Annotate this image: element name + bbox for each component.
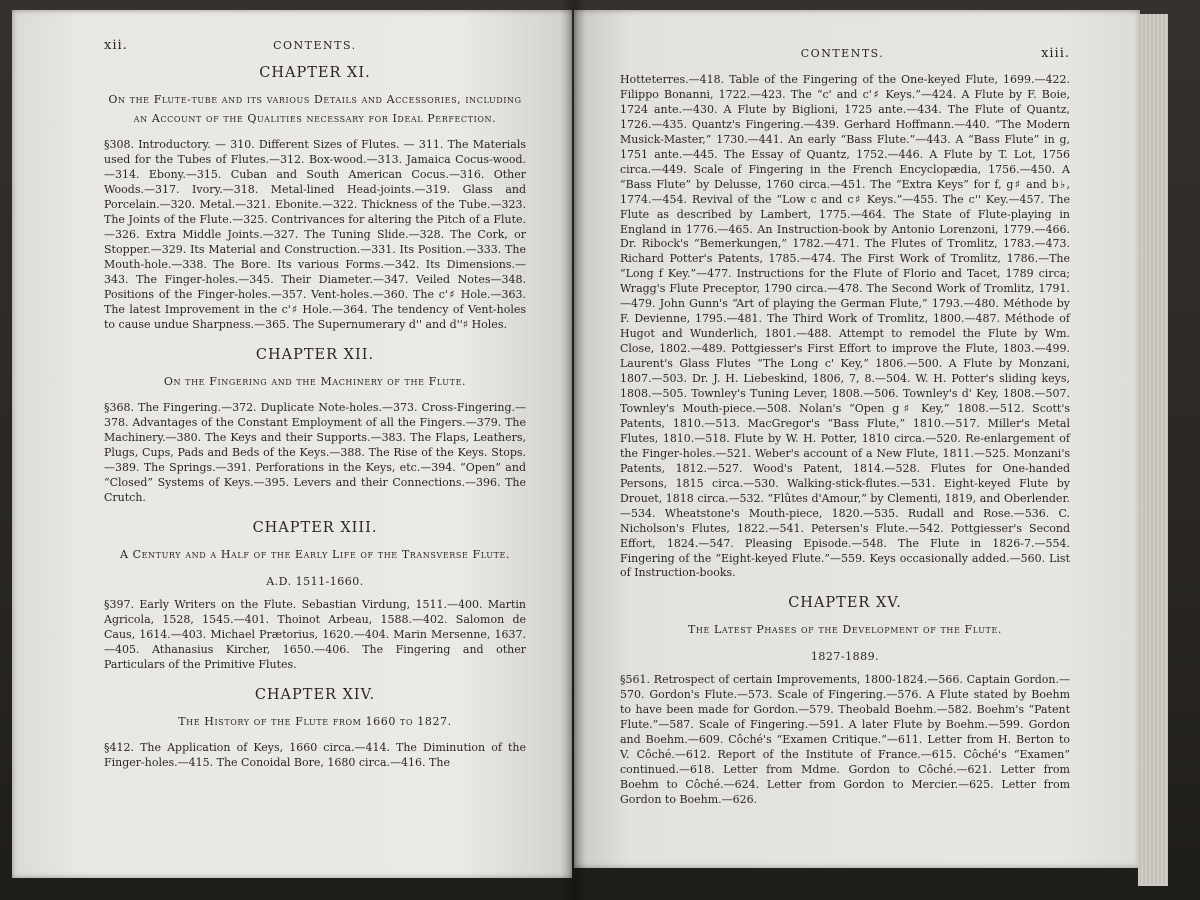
right-page-number: xiii. xyxy=(1041,46,1070,61)
chapter-title: CHAPTER XV. xyxy=(788,595,902,612)
chapter-subtitle: The History of the Flute from 1660 to 1827. xyxy=(178,714,452,728)
chapter-xiv xyxy=(104,687,526,772)
chapter-contents: §308. Introductory. — 310. Different Sizes of Flutes. — 311. The Materials used for the Tubes of Flutes.—312. Box-wood.—313. Jamaica Cocus-wood.—314. Ebony.—315. Cuban and South American Cocus.—316. Other Woods.—317. Ivory.—318. Metal-lined Head-joints.—319. Glass and Porcelain.—320. Metal.—321. Ebonite.—322. Thickness of the Tube.—323. The Joints of the Flute.—325. Contrivances for altering the Pitch of a Flute.—326. Extra Middle Joints.—327. The Tuning Slide.—328. The Cork, or Stopper.—329. Its Material and Construction.—331. Its Position.—333. The Mouth-hole.—338. The Bore. Its various Forms.—342. Its Dimensions.—343. The Finger-holes.—345. Their Diameter.—347. Veiled Notes—348. Positions of the Finger-holes.—357. Vent-holes.—360. The c'♯ Hole.—363. The latest Improvement in the c'♯ Hole.—364. The tendency of Vent-holes to cause undue Sharpness.—365. The Supernumerary d'' and d''♯ Holes. xyxy=(104,138,526,331)
chapter-subtitle: On the Fingering and the Machinery of the Flute. xyxy=(163,374,467,388)
chapter-title: CHAPTER XIII. xyxy=(252,520,378,537)
chapter-xv xyxy=(620,595,1070,807)
right-page xyxy=(574,10,1140,868)
chapter-contents: §397. Early Writers on the Flute. Sebastian Virdung, 1511.—400. Martin Agricola, 1528, 1545.—401. Thoinot Arbeau, 1588.—402. Salomon de Caus, 1614.—403. Michael Prætorius, 1620.—404. Marin Mersenne, 1637.—405. Athanasius Kircher, 1650.—406. The Fingering and other Particulars of the Primitive Flutes. xyxy=(104,597,526,671)
chapter-title: CHAPTER XII. xyxy=(255,346,375,363)
left-running-head-title: CONTENTS. xyxy=(273,39,357,52)
right-running-head xyxy=(620,46,1070,61)
chapter-title: CHAPTER XIV. xyxy=(254,686,376,703)
chapter-subtitle: The Latest Phases of the Development of the Flute. xyxy=(687,623,1003,637)
chapter-xii xyxy=(104,347,526,506)
chapter-xiii xyxy=(104,520,526,672)
chapter-title: CHAPTER XI. xyxy=(259,65,371,81)
book-spine-shadow xyxy=(560,0,586,900)
chapter-xi xyxy=(104,65,526,333)
chapter-dates: A.D. 1511-1660. xyxy=(266,574,364,588)
left-page xyxy=(12,10,572,878)
chapter-contents: §412. The Application of Keys, 1660 circa.—414. The Diminution of the Finger-holes.—415. The Conoidal Bore, 1680 circa.—416. The xyxy=(104,741,526,770)
left-page-number: xii. xyxy=(104,38,128,53)
right-running-head-title: CONTENTS. xyxy=(800,47,885,60)
chapter-xiv-continuation: Hotteterres.—418. Table of the Fingering of the One-keyed Flute, 1699.—422. Filippo Bonanni, 1722.—423. The “c' and c'♯ Keys.”—424. A Flute by F. Boie, 1724 ante.—430. A Flute by Biglioni, 1725 ante.—434. The Flute of Quantz, 1726.—435. Quantz's Fingering.—439. Gerhard Hoffmann.—440. “The Modern Musick-Master,” 1730.—441. An early “Bass Flute.”—443. A “Bass Flute” in g, 1751 ante.—445. The Essay of Quantz, 1752.—446. A Flute by T. Lot, 1756 circa.—449. Scale of Fingering in the French Encyclopædia, 1756.—450. A “Bass Flute” by Delusse, 1760 circa.—451. The “Extra Keys” for f, g♯ and b♭, 1774.—454. Revival of the “Low c and c♯ Keys.”—455. The c'' Key.—457. The Flute as described by Lambert, 1775.—464. The State of Flute-playing in England in 1776.—465. An Instruction-book by Antonio Lorenzoni, 1779.—466. Dr. Ribock's “Bemerkungen,” 1782.—471. The Flutes of Tromlitz, 1783.—473. Richard Potter's Patents, 1785.—474. The First Work of Tromlitz, 1786.—The “Long f Key.”—477. Instructions for the Flute of Florio and Tacet, 1789 circa; Wragg's Flute Preceptor, 1790 circa.—478. The Second Work of Tromlitz, 1791.—479. John Gunn's “Art of playing the German Flute,” 1793.—480. Méthode by F. Devienne, 1795.—481. The Third Work of Tromlitz, 1800.—487. Méthode of Hugot and Wunderlich, 1801.—488. Attempt to remodel the Flute by Wm. Close, 1802.—489. Pottgiesser's First Effort to improve the Flute, 1803.—499. Laurent's Glass Flutes “The Long c' Key,” 1806.—500. A Flute by Monzani, 1807.—503. Dr. J. H. Liebeskind, 1806, 7, 8.—504. W. H. Potter's sliding keys, 1808.—505. Townley's Tuning Lever, 1808.—506. Townley's d' Key, 1808.—507. Townley's Mouth-piece.—508. Nolan's “Open g♯ Key,” 1808.—512. Scott's Patents, 1810.—513. MacGregor's “Bass Flute,” 1810.—517. Miller's Metal Flutes, 1810.—518. Flute by W. H. Potter, 1810 circa.—520. Re-enlargement of the Finger-holes.—521. Weber's account of a New Flute, 1811.—525. Monzani's Patents, 1812.—527. Wood's Patent, 1814.—528. Flutes for One-handed Persons, 1815 circa.—530. Walking-stick-flutes.—531. Eight-keyed Flute by Drouet, 1818 circa.—532. “Flûtes d'Amour,” by Clementi, 1819, and Oberlender.—534. Wheatstone's Mouth-piece, 1820.—535. Rudall and Rose.—536. C. Nicholson's Flutes, 1822.—541. Petersen's Flute.—542. Pottgiesser's Second Effort, 1824.—547. Pleasing Episode.—548. The Flute in 1826-7.—554. Fingering of the “Eight-keyed Flute.”—559. Keys occasionally added.—560. List of Instruction-books. xyxy=(620,73,1070,580)
chapter-subtitle: On the Flute-tube and its various Details and Accessories, including an Account of the Qualities necessary for Ideal Perfection. xyxy=(108,93,522,125)
chapter-contents: §368. The Fingering.—372. Duplicate Note-holes.—373. Cross-Fingering.—378. Advantages of the Constant Employment of all the Fingers.—379. The Machinery.—380. The Keys and their Supports.—383. The Flaps, Leathers, Plugs, Cups, Pads and Beds of the Keys.—388. The Rise of the Keys. Stops.—389. The Springs.—391. Perforations in the Keys, etc.—394. “Open” and “Closed” Systems of Keys.—395. Levers and their Connections.—396. The Crutch. xyxy=(104,401,526,505)
chapter-dates: 1827-1889. xyxy=(810,650,880,664)
left-running-head xyxy=(104,38,526,53)
chapter-contents: §561. Retrospect of certain Improvements, 1800-1824.—566. Captain Gordon.—570. Gordon's Flute.—573. Scale of Fingering.—576. A Flute stated by Boehm to have been made for Gordon.—579. Theobald Boehm.—582. Boehm's “Patent Flute.”—587. Scale of Fingering.—591. A later Flute by Boehm.—599. Gordon and Boehm.—609. Côché's “Examen Critique.”—611. Letter from H. Berton to V. Côché.—612. Report of the Institute of France.—615. Côché's “Examen” continued.—618. Letter from Mdme. Gordon to Côché.—621. Letter from Boehm to Côché.—624. Letter from Gordon to Mercier.—625. Letter from Gordon to Boehm.—626. xyxy=(620,673,1070,806)
chapter-subtitle: A Century and a Half of the Early Life of the Transverse Flute. xyxy=(119,548,511,562)
page-edges xyxy=(1138,14,1168,886)
